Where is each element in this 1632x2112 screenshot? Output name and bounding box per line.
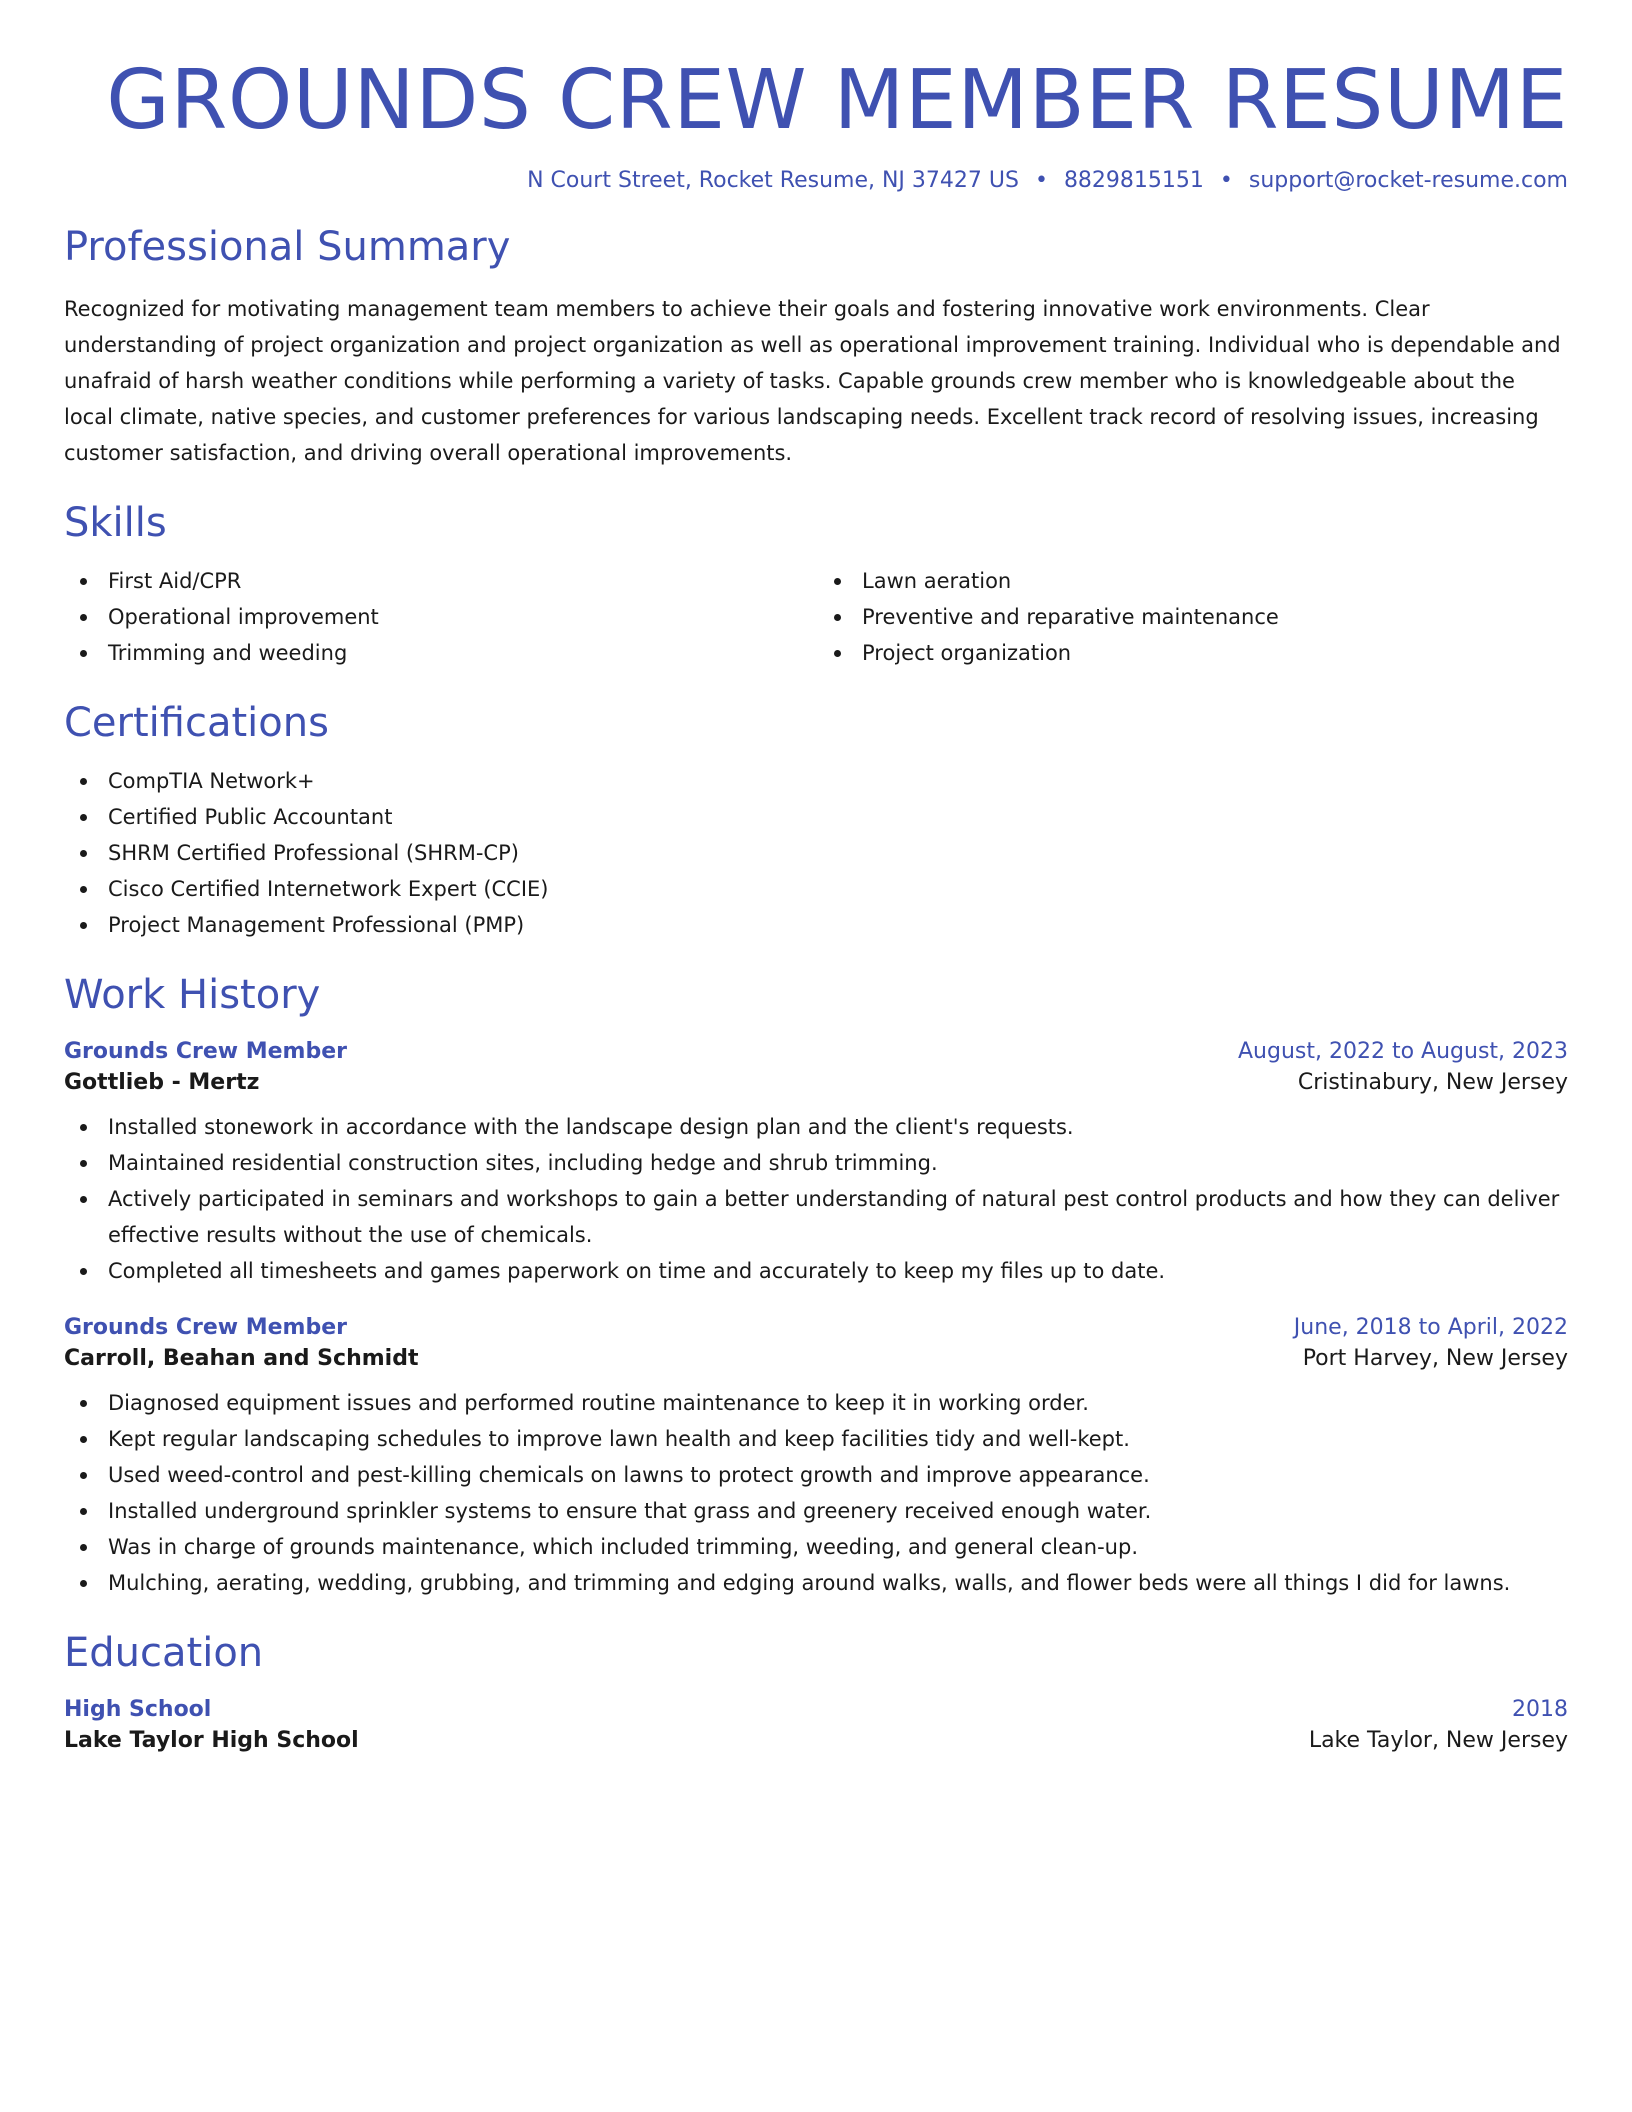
job-entry	[64, 1315, 1568, 1601]
job-title: Grounds Crew Member	[64, 1039, 348, 1065]
job-company-row	[64, 1340, 1568, 1371]
job-bullet: Diagnosed equipment issues and performed routine maintenance to keep it in working order.	[64, 1385, 1568, 1421]
certification-item: SHRM Certified Professional (SHRM-CP)	[64, 835, 1568, 871]
summary-heading: Professional Summary	[64, 224, 511, 271]
contact-separator: •	[1034, 168, 1048, 194]
skills-heading: Skills	[64, 500, 167, 547]
education-header-row	[64, 1697, 1568, 1722]
skill-item: Lawn aeration	[818, 563, 1568, 599]
job-bullet: Maintained residential construction sites, including hedge and shrub trimming.	[64, 1145, 1568, 1181]
job-company-row	[64, 1064, 1568, 1095]
resume-title: GROUNDS CREW MEMBER RESUME	[106, 53, 1568, 148]
summary-section	[64, 223, 1568, 471]
job-bullet: Used weed-control and pest-killing chemicals on lawns to protect growth and improve appearance.	[64, 1457, 1568, 1493]
skill-item: First Aid/CPR	[64, 563, 816, 599]
contact-phone: 8829815151	[1063, 168, 1204, 194]
contact-line	[64, 168, 1568, 193]
job-header-row	[64, 1315, 1568, 1340]
contact-address: N Court Street, Rocket Resume, NJ 37427 US	[527, 168, 1019, 194]
certification-item: Certified Public Accountant	[64, 799, 1568, 835]
certifications-heading: Certifications	[64, 700, 329, 747]
contact-separator: •	[1219, 168, 1233, 194]
job-bullet: Actively participated in seminars and workshops to gain a better understanding of natural pest control products and how they can deliver effective results without the use of chemicals.	[64, 1181, 1568, 1253]
job-dates: August, 2022 to August, 2023	[1238, 1039, 1568, 1065]
education-year: 2018	[1512, 1697, 1568, 1723]
skill-item: Operational improvement	[64, 599, 816, 635]
job-entry	[64, 1039, 1568, 1289]
skill-item: Project organization	[818, 635, 1568, 671]
certifications-section	[64, 699, 1568, 943]
job-company: Carroll, Beahan and Schmidt	[64, 1346, 419, 1372]
job-dates: June, 2018 to April, 2022	[1293, 1315, 1568, 1341]
job-bullet: Installed stonework in accordance with the landscape design plan and the client's requests.	[64, 1109, 1568, 1145]
education-heading: Education	[64, 1630, 264, 1677]
work-history-heading: Work History	[64, 972, 321, 1019]
education-school: Lake Taylor High School	[64, 1728, 359, 1754]
skills-list-left	[64, 563, 816, 671]
education-school-row	[64, 1722, 1568, 1753]
education-section	[64, 1629, 1568, 1753]
skills-section	[64, 499, 1568, 671]
certification-item: CompTIA Network+	[64, 763, 1568, 799]
skill-item: Trimming and weeding	[64, 635, 816, 671]
job-bullets	[64, 1109, 1568, 1289]
education-entry	[64, 1697, 1568, 1753]
education-degree: High School	[64, 1697, 212, 1723]
job-header-row	[64, 1039, 1568, 1064]
certification-item: Project Management Professional (PMP)	[64, 907, 1568, 943]
job-bullet: Was in charge of grounds maintenance, which included trimming, weeding, and general clean-up.	[64, 1529, 1568, 1565]
education-location: Lake Taylor, New Jersey	[1308, 1728, 1568, 1754]
job-title: Grounds Crew Member	[64, 1315, 348, 1341]
certifications-list	[64, 763, 1568, 943]
skill-item: Preventive and reparative maintenance	[818, 599, 1568, 635]
summary-text: Recognized for motivating management team members to achieve their goals and fostering innovative work environments. Clear understanding of project organization and project organization as well as operational improvement training. Individual who is dependable and unafraid of harsh weather conditions while performing a variety of tasks. Capable grounds crew member who is knowledgeable about the local climate, native species, and customer preferences for various landscaping needs. Excellent track record of resolving issues, increasing customer satisfaction, and driving overall operational improvements.	[64, 297, 1561, 466]
job-company: Gottlieb - Mertz	[64, 1070, 260, 1096]
job-bullets	[64, 1385, 1568, 1601]
job-bullet: Mulching, aerating, wedding, grubbing, and trimming and edging around walks, walls, and flower beds were all things I did for lawns.	[64, 1565, 1568, 1601]
work-history-section	[64, 971, 1568, 1601]
contact-email[interactable]: support@rocket-resume.com	[1248, 168, 1568, 194]
job-bullet: Kept regular landscaping schedules to improve lawn health and keep facilities tidy and well-kept.	[64, 1421, 1568, 1457]
skills-list-right	[816, 563, 1568, 671]
job-location: Cristinabury, New Jersey	[1297, 1070, 1568, 1096]
certification-item: Cisco Certified Internetwork Expert (CCIE)	[64, 871, 1568, 907]
job-bullet: Installed underground sprinkler systems to ensure that grass and greenery received enough water.	[64, 1493, 1568, 1529]
skills-columns	[64, 563, 1568, 671]
job-bullet: Completed all timesheets and games paperwork on time and accurately to keep my files up to date.	[64, 1253, 1568, 1289]
job-location: Port Harvey, New Jersey	[1302, 1346, 1568, 1372]
